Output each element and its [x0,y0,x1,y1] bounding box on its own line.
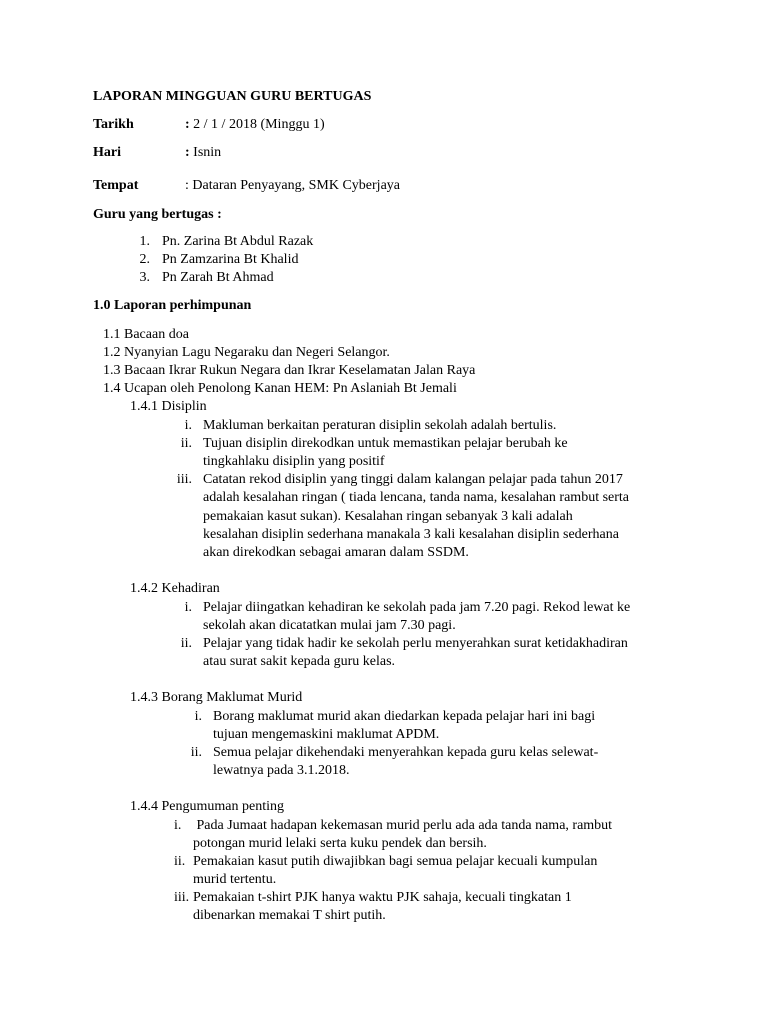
point-line: Pelajar diingatkan kehadiran ke sekolah pada jam 7.20 pagi. Rekod lewat ke [203,600,631,615]
subsection-title: 1.4.1 Disiplin [130,399,207,414]
point-line: Pada Jumaat hadapan kekemasan murid perlu ada ada tanda nama, rambut [193,818,613,833]
point-line: akan direkodkan sebagai amaran dalam SSDM. [203,545,469,560]
point-line: dibenarkan memakai T shirt putih. [193,908,386,923]
point-number: i. [184,600,192,615]
point-line: kesalahan disiplin sederhana manakala 3 kali kesalahan disiplin sederhana [203,527,619,542]
meta-colon-date: : [185,117,190,132]
subsection-title: 1.4.4 Pengumuman penting [130,799,284,814]
point-line: lewatnya pada 3.1.2018. [213,763,350,778]
meta-label-day: Hari [93,145,121,160]
meta-colon-day: : [185,145,190,160]
point-number: ii. [190,745,202,760]
subsection-title: 1.4.3 Borang Maklumat Murid [130,690,303,705]
point-number: i. [194,709,202,724]
teacher-name: Pn Zamzarina Bt Khalid [162,252,299,267]
point-number: iii. [174,890,190,905]
point-line: adalah kesalahan ringan ( tiada lencana, tanda nama, kesalahan rambut serta [203,490,630,505]
point-line: tujuan mengemaskini maklumat APDM. [213,727,440,742]
teacher-number: 3. [139,270,150,285]
subsection-title: 1.4.2 Kehadiran [130,581,220,596]
teacher-name: Pn. Zarina Bt Abdul Razak [162,234,314,249]
teacher-number: 1. [139,234,150,249]
point-number: ii. [174,854,186,869]
point-number: ii. [180,436,192,451]
report-item: 1.1 Bacaan doa [103,327,189,342]
point-line: murid tertentu. [193,872,277,887]
point-line: Tujuan disiplin direkodkan untuk memastikan pelajar berubah ke [203,436,568,451]
meta-value-date [185,116,325,134]
point-number: i. [174,818,182,833]
meta-label-date: Tarikh [93,117,134,132]
point-line: Catatan rekod disiplin yang tinggi dalam kalangan pelajar pada tahun 2017 [203,472,623,487]
meta-place-text: : Dataran Penyayang, SMK Cyberjaya [185,178,400,193]
point-line: Pemakaian t-shirt PJK hanya waktu PJK sahaja, kecuali tingkatan 1 [193,890,572,905]
section-title: 1.0 Laporan perhimpunan [93,298,252,313]
meta-value-place [185,177,400,195]
report-item: 1.4 Ucapan oleh Penolong Kanan HEM: Pn Aslaniah Bt Jemali [103,381,457,396]
point-line: Pelajar yang tidak hadir ke sekolah perlu menyerahkan surat ketidakhadiran [203,636,628,651]
point-line: Semua pelajar dikehendaki menyerahkan kepada guru kelas selewat- [213,745,599,760]
point-line: Makluman berkaitan peraturan disiplin sekolah adalah bertulis. [203,418,557,433]
report-item: 1.2 Nyanyian Lagu Negaraku dan Negeri Selangor. [103,345,390,360]
point-line: atau surat sakit kepada guru kelas. [203,654,396,669]
teacher-number: 2. [139,252,150,267]
teacher-name: Pn Zarah Bt Ahmad [162,270,274,285]
duty-heading: Guru yang bertugas : [93,207,222,222]
meta-date-text: 2 / 1 / 2018 (Minggu 1) [189,117,325,132]
point-line: sekolah akan dicatatkan mulai jam 7.30 pagi. [203,618,456,633]
meta-value-day [185,144,221,162]
meta-day-text: Isnin [189,145,222,160]
point-line: pemakaian kasut sukan). Kesalahan ringan sebanyak 3 kali adalah [203,509,573,524]
point-number: i. [184,418,192,433]
point-line: tingkahlaku disiplin yang positif [203,454,385,469]
point-number: iii. [176,472,192,487]
document-title: LAPORAN MINGGUAN GURU BERTUGAS [93,89,372,104]
point-number: ii. [180,636,192,651]
point-line: potongan murid lelaki serta kuku pendek dan bersih. [193,836,487,851]
point-line: Borang maklumat murid akan diedarkan kepada pelajar hari ini bagi [213,709,596,724]
report-item: 1.3 Bacaan Ikrar Rukun Negara dan Ikrar Keselamatan Jalan Raya [103,363,476,378]
point-line: Pemakaian kasut putih diwajibkan bagi semua pelajar kecuali kumpulan [193,854,598,869]
meta-label-place: Tempat [93,178,139,193]
